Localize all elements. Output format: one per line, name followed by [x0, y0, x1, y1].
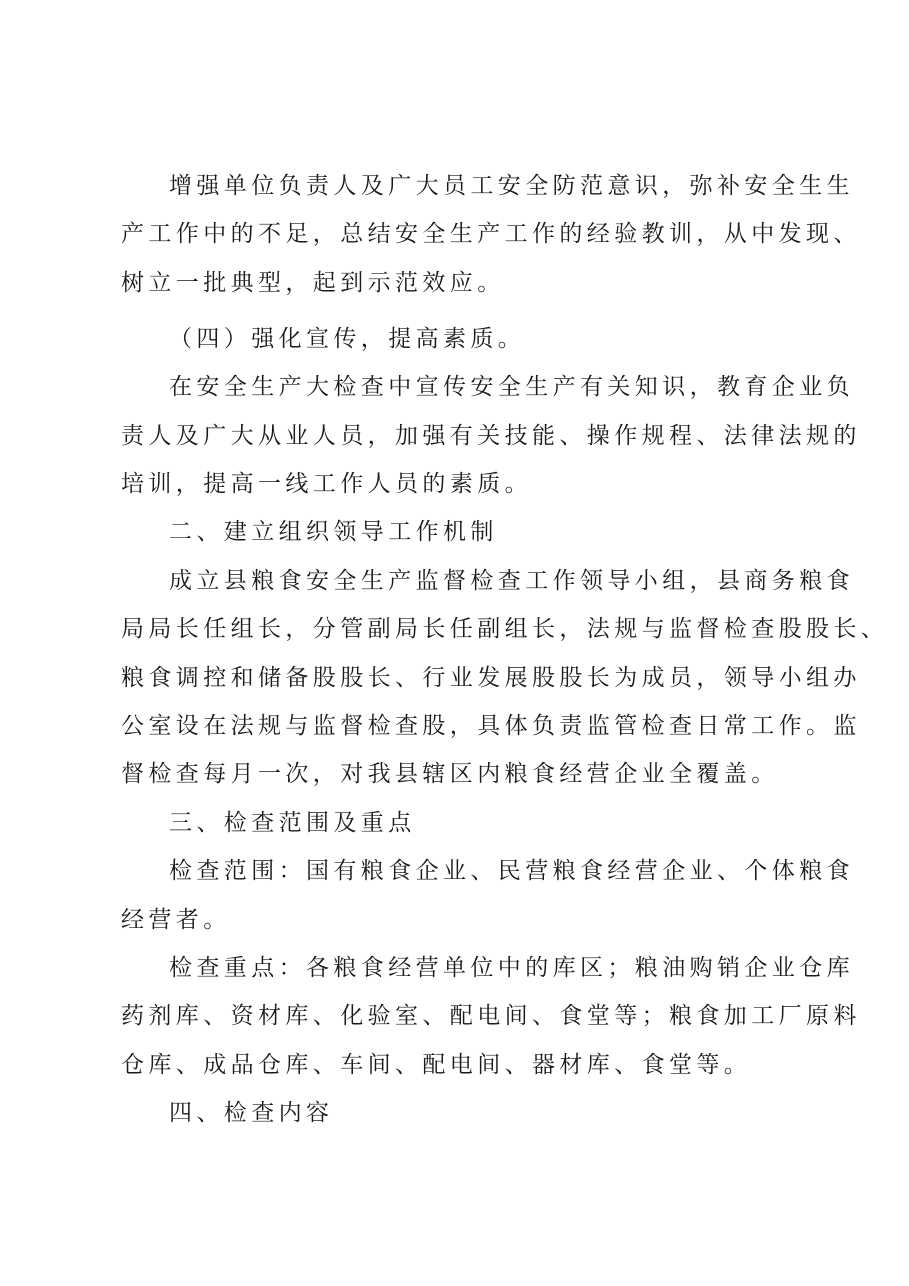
paragraph-line: 树立一批典型，起到示范效应。: [121, 270, 505, 296]
section-heading: 二、建立组织领导工作机制: [169, 519, 498, 545]
paragraph-line: 检查范围：国有粮食企业、民营粮食经营企业、个体粮食: [169, 858, 854, 884]
paragraph-line: 粮食调控和储备股股长、行业发展股股长为成员，领导小组办: [121, 665, 861, 691]
paragraph-line: 药剂库、资材库、化验室、配电间、食堂等；粮食加工厂原料: [121, 1003, 861, 1029]
section-heading: 三、检查范围及重点: [169, 810, 416, 836]
paragraph-line: 督检查每月一次，对我县辖区内粮食经营企业全覆盖。: [121, 761, 779, 787]
paragraph-line: 公室设在法规与监督检查股，具体负责监管检查日常工作。监: [121, 713, 861, 739]
paragraph-line: 成立县粮食安全生产监督检查工作领导小组，县商务粮食: [169, 568, 854, 594]
paragraph-line: 增强单位负责人及广大员工安全防范意识，弥补安全生生: [169, 173, 854, 199]
section-heading: 四、检查内容: [169, 1100, 334, 1126]
paragraph-line: 培训，提高一线工作人员的素质。: [121, 471, 532, 497]
paragraph-line: 产工作中的不足，总结安全生产工作的经验教训，从中发现、: [121, 221, 861, 247]
paragraph-line: 局局长任组长，分管副局长任副组长，法规与监督检查股股长、: [121, 616, 889, 642]
paragraph-line: 在安全生产大检查中宣传安全生产有关知识，教育企业负: [169, 374, 854, 400]
paragraph-line: 责人及广大从业人员，加强有关技能、操作规程、法律法规的: [121, 423, 861, 449]
section-heading: （四）强化宣传，提高素质。: [169, 326, 526, 352]
paragraph-line: 经营者。: [121, 907, 231, 933]
paragraph-line: 检查重点：各粮食经营单位中的库区；粮油购销企业仓库: [169, 955, 854, 981]
paragraph-line: 仓库、成品仓库、车间、配电间、器材库、食堂等。: [121, 1052, 752, 1078]
